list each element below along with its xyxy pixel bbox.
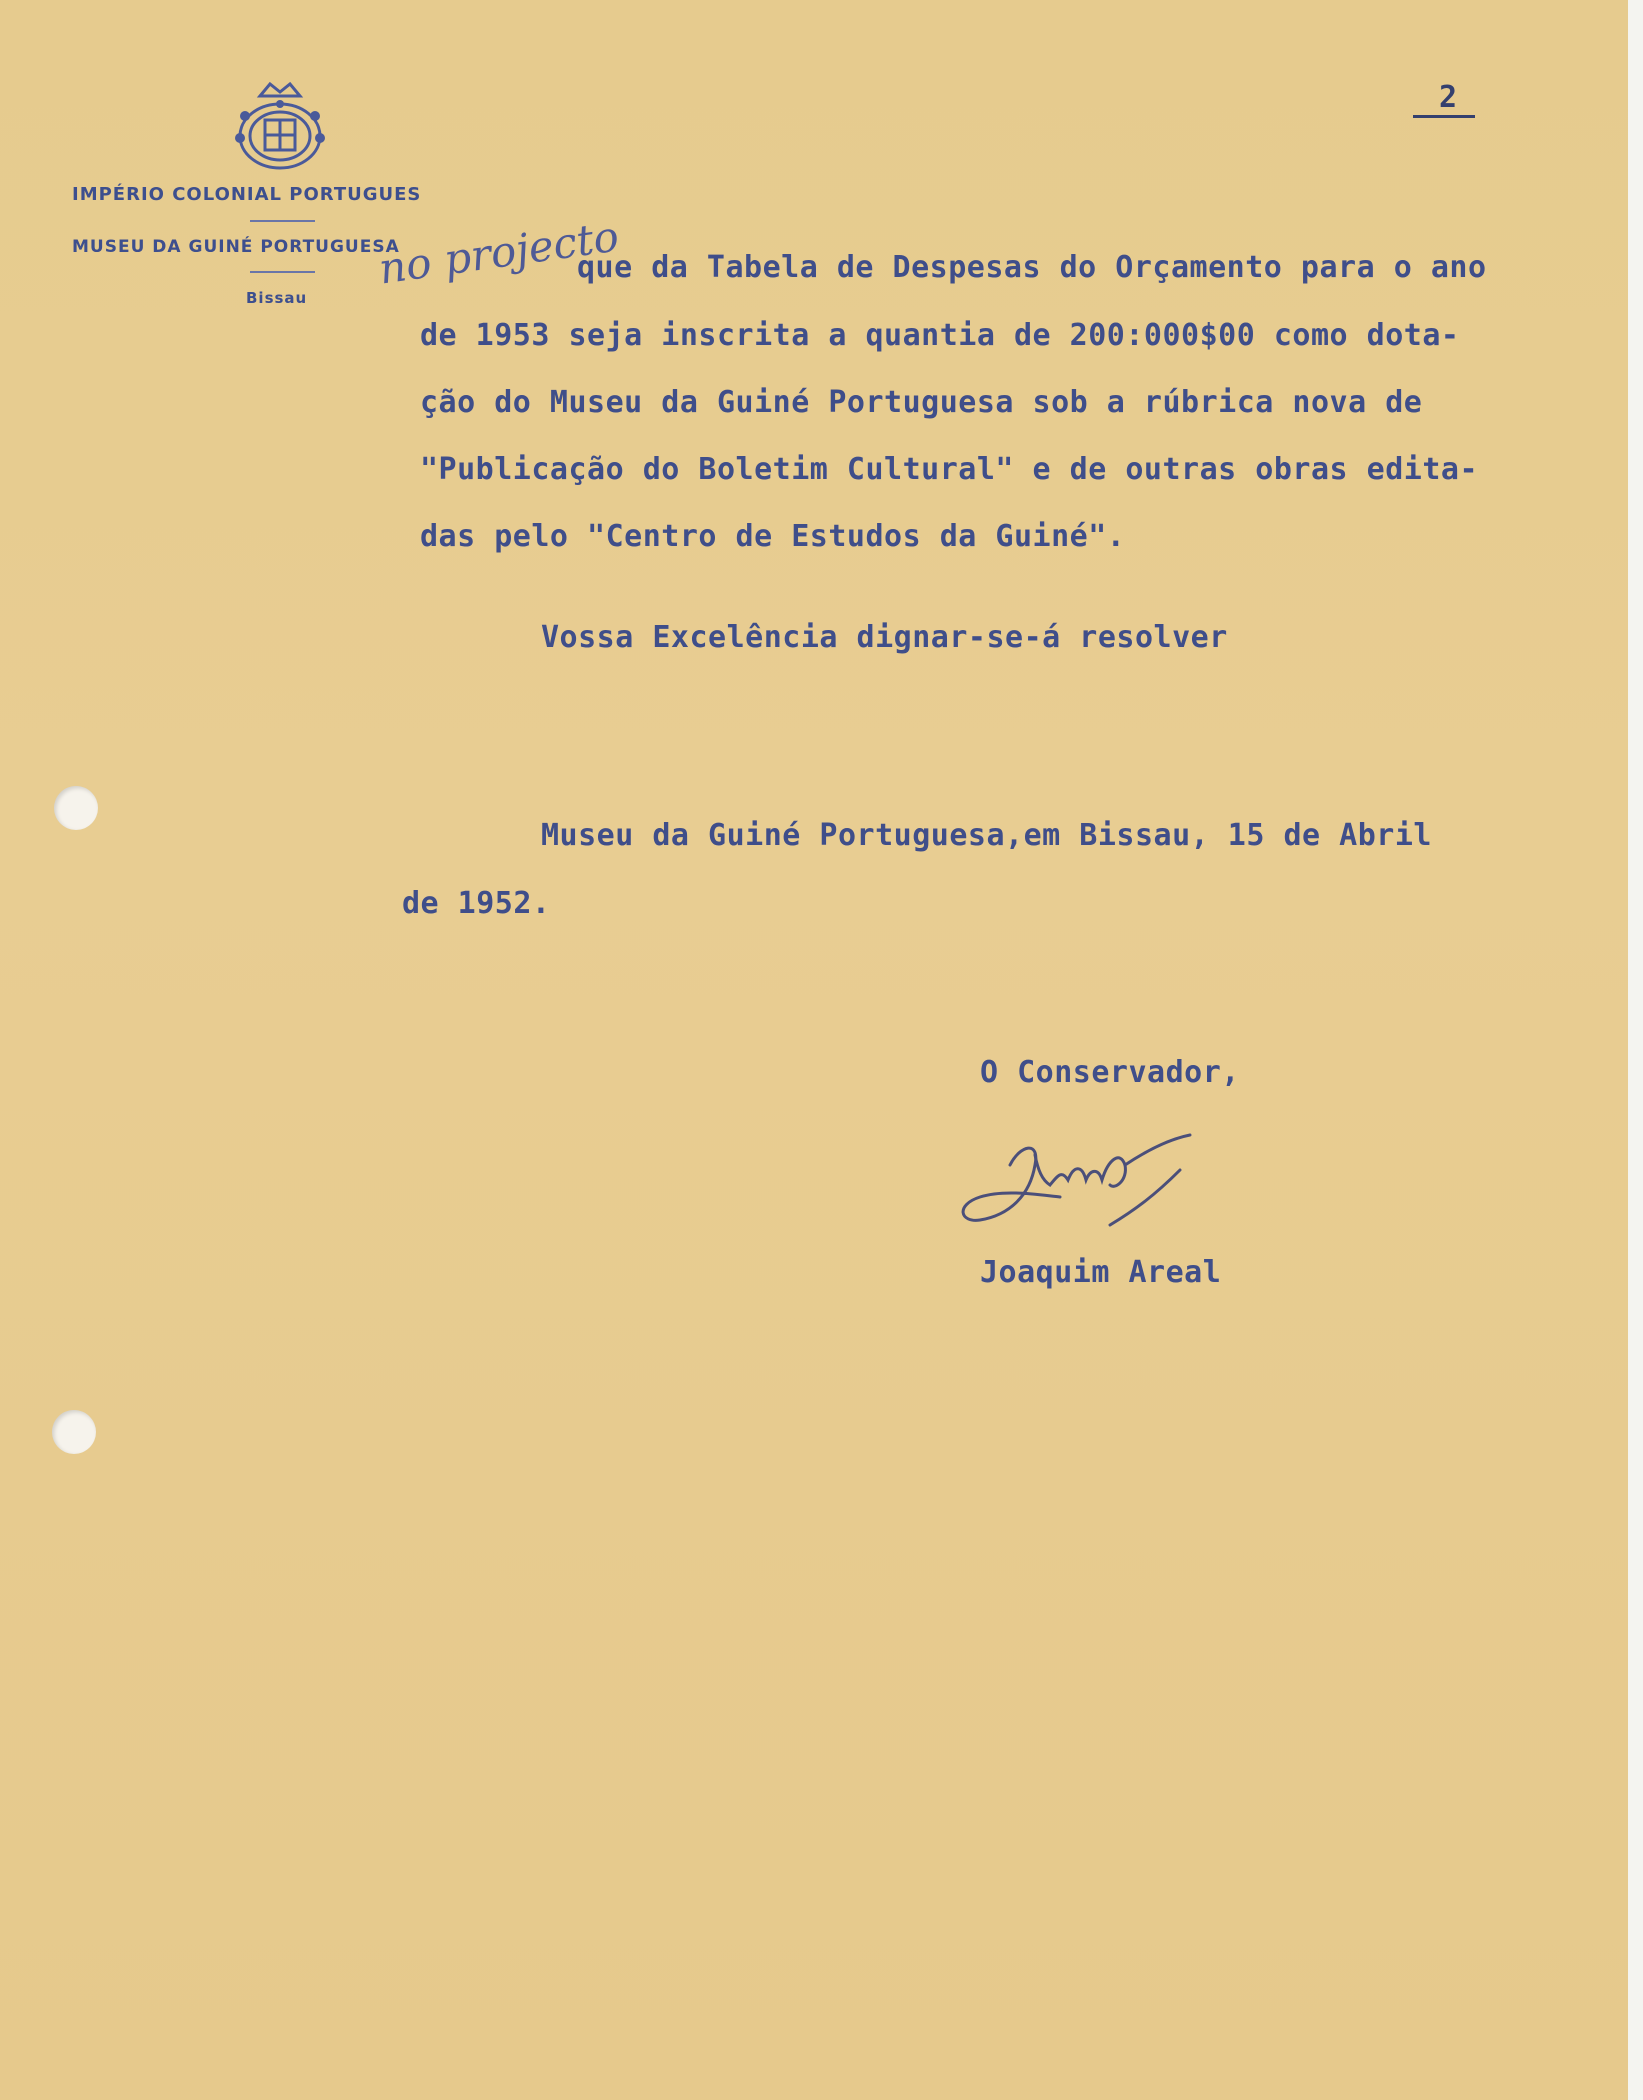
letterhead-divider [250,220,315,222]
place-date-line-1: Museu da Guiné Portuguesa,em Bissau, 15 de Abril [541,818,1432,853]
letterhead-city: Bissau [246,289,308,307]
punch-hole [52,1410,96,1454]
handwritten-annotation: no projecto [375,211,622,294]
body-line-2: de 1953 seja inscrita a quantia de 200:000$00 como dota- [420,318,1460,353]
closing-formula: Vossa Excelência dignar-se-á resolver [541,620,1228,655]
page-number: 2 [1438,80,1458,115]
letterhead-empire: IMPÉRIO COLONIAL PORTUGUES [72,184,422,205]
body-line-3: ção do Museu da Guiné Portuguesa sob a rúbrica nova de [420,385,1423,420]
handwritten-signature [950,1125,1205,1235]
scan-edge [1628,0,1643,2100]
punch-hole [54,786,98,830]
body-line-1: que da Tabela de Despesas do Orçamento para o ano [577,250,1487,285]
signoff-title: O Conservador, [980,1055,1240,1090]
coat-of-arms-icon [225,76,335,176]
body-line-4: "Publicação do Boletim Cultural" e de outras obras edita- [420,452,1479,487]
place-date-line-2: de 1952. [402,886,551,921]
letterhead-divider [250,271,315,273]
signatory-name: Joaquim Areal [980,1255,1222,1290]
letterhead-museum: MUSEU DA GUINÉ PORTUGUESA [72,237,400,257]
page-number-underline [1413,115,1475,118]
body-line-5: das pelo "Centro de Estudos da Guiné". [420,519,1126,554]
